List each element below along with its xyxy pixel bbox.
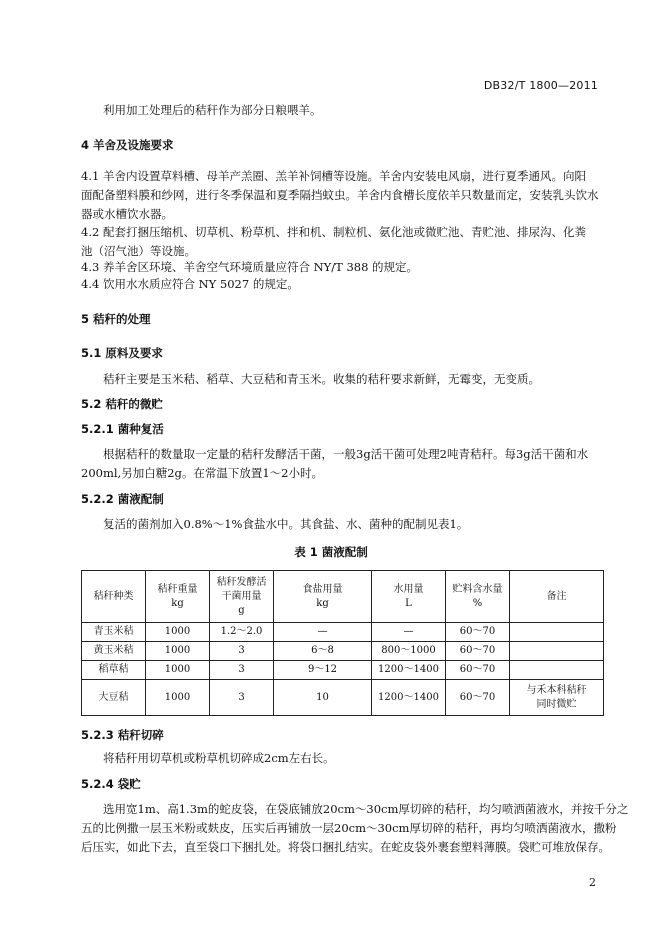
header-remarks-text: 备注: [546, 590, 567, 602]
clause-4-1: [81, 167, 611, 224]
header-water-amount: [372, 571, 446, 623]
table-cell: 60～70: [446, 642, 510, 661]
section-4-heading: 4 羊舍及设施要求: [81, 138, 174, 152]
table-caption: 表 1 菌液配制: [294, 545, 368, 559]
clause-5-2-4-line-1: 选用宽1m、高1.3m的蛇皮袋，在袋底铺放20cm～30cm厚切碎的秸秆，均匀喷洒菌液水，并按千分之: [103, 802, 629, 816]
clause-5-2-2-heading: 5.2.2 菌液配制: [81, 492, 164, 506]
table-row: [82, 642, 604, 661]
clause-5-2-1-heading: 5.2.1 菌种复活: [81, 422, 164, 436]
continued-paragraph: 利用加工处理后的秸秆作为部分日粮喂羊。: [103, 103, 322, 117]
table-cell: 3: [210, 661, 274, 680]
clause-4-2-line-2: 池（沼气池）等设施。: [81, 244, 196, 258]
table-cell: [510, 661, 604, 680]
table-row: [82, 661, 604, 680]
table-cell: 黄玉米秸: [82, 642, 146, 661]
header-straw-weight: [146, 571, 210, 623]
table-cell: 1000: [146, 680, 210, 716]
bacteria-solution-table: [81, 570, 604, 716]
remark-line-1: 与禾本科秸秆: [526, 684, 587, 696]
table-cell: 稻草秸: [82, 661, 146, 680]
table-cell: 青玉米秸: [82, 623, 146, 642]
table-cell: 800～1000: [372, 642, 446, 661]
clause-4-2-line-1: 4.2 配套打捆压缩机、切草机、粉草机、拌和机、制粒机、氨化池或微贮池、青贮池、排尿沟、化粪: [81, 225, 586, 239]
table-cell: 1000: [146, 623, 210, 642]
table-cell: —: [372, 623, 446, 642]
table-cell: 9～12: [274, 661, 372, 680]
clause-5-2-heading: 5.2 秸秆的微贮: [81, 397, 163, 411]
clause-5-2-4-line-3: 后压实，如此下去，直至袋口下捆扎处。将袋口捆扎结实。在蛇皮袋外裹套塑料薄膜。袋贮可堆放保存。: [81, 840, 610, 854]
table-cell: 3: [210, 642, 274, 661]
table-cell: 1.2～2.0: [210, 623, 274, 642]
header-salt-amount: [274, 571, 372, 623]
table-cell-remark: [510, 680, 604, 716]
table-cell: 1200～1400: [372, 661, 446, 680]
table-cell: 60～70: [446, 623, 510, 642]
table-row: [82, 623, 604, 642]
standard-number: DB32/T 1800—2011: [483, 79, 598, 92]
header-bacteria-amount-label-2: 干菌用量: [221, 590, 262, 602]
table-cell: —: [274, 623, 372, 642]
clause-4-4: 4.4 饮用水水质应符合 NY 5027 的规定。: [81, 277, 299, 291]
header-salt-amount-label: 食盐用量: [302, 583, 343, 595]
clause-4-1-line-1: 4.1 羊舍内设置草料槽、母羊产羔圈、羔羊补饲槽等设施。羊舍内安装电风扇，进行夏季通风。向阳: [81, 169, 586, 183]
clause-4-2: [81, 223, 611, 261]
header-straw-weight-unit: kg: [171, 597, 184, 609]
table-cell: 1200～1400: [372, 680, 446, 716]
table-cell: 1000: [146, 642, 210, 661]
header-water-amount-label: 水用量: [393, 583, 424, 595]
clause-5-2-4-text: [81, 800, 629, 857]
header-moisture-label: 贮料含水量: [452, 583, 503, 595]
table-cell: [510, 623, 604, 642]
table-cell: 10: [274, 680, 372, 716]
clause-5-2-1-text: [81, 445, 611, 483]
clause-5-2-3-heading: 5.2.3 秸秆切碎: [81, 728, 164, 742]
clause-5-1-text: 秸秆主要是玉米秸、稻草、大豆秸和青玉米。收集的秸秆要求新鲜，无霉变，无变质。: [103, 372, 540, 386]
table-cell: [510, 642, 604, 661]
table-cell: 60～70: [446, 661, 510, 680]
clause-5-2-2-text: 复活的菌剂加入0.8%～1%食盐水中。其食盐、水、菌种的配制见表1。: [103, 517, 469, 531]
clause-5-2-1-line-1: 根据秸秆的数量取一定量的秸秆发酵活干菌，一般3g活干菌可处理2吨青秸秆。每3g活干菌和水: [103, 447, 589, 461]
clause-4-3: 4.3 养羊舍区环境、羊舍空气环境质量应符合 NY/T 388 的规定。: [81, 260, 419, 274]
clause-4-1-line-3: 器或水槽饮水器。: [81, 207, 173, 221]
table-cell: 大豆秸: [82, 680, 146, 716]
header-bacteria-amount-label-1: 秸秆发酵活: [216, 576, 267, 588]
header-water-amount-unit: L: [405, 597, 412, 609]
clause-5-2-3-text: 将秸秆用切草机或粉草机切碎成2cm左右长。: [103, 751, 335, 765]
header-straw-type: [82, 571, 146, 623]
clause-5-2-4-line-2: 五的比例撒一层玉米粉或麸皮，压实后再铺放一层20cm～30cm厚切碎的秸秆，再均匀喷洒菌液水，撒粉: [81, 821, 617, 835]
page-number: 2: [589, 876, 596, 889]
clause-5-2-1-line-2: 200ml,另加白糖2g。在常温下放置1～2小时。: [81, 466, 323, 480]
table-cell: 1000: [146, 661, 210, 680]
header-straw-type-text: 秸秆种类: [93, 590, 134, 602]
table-row: [82, 680, 604, 716]
table-cell: 60～70: [446, 680, 510, 716]
table-cell: 3: [210, 680, 274, 716]
header-bacteria-amount-unit: g: [238, 604, 245, 616]
header-remarks: [510, 571, 604, 623]
remark-line-2: 同时微贮: [536, 698, 577, 710]
table-cell: 6～8: [274, 642, 372, 661]
header-bacteria-amount: [210, 571, 274, 623]
header-straw-weight-label: 秸秆重量: [157, 583, 198, 595]
header-moisture: [446, 571, 510, 623]
clause-4-1-line-2: 面配备塑料膜和纱网，进行冬季保温和夏季隔挡蚊虫。羊舍内食槽长度依羊只数量而定，安装乳头饮水: [81, 188, 599, 202]
header-moisture-unit: %: [472, 597, 483, 609]
clause-5-1-heading: 5.1 原料及要求: [81, 346, 163, 360]
clause-5-2-4-heading: 5.2.4 袋贮: [81, 777, 141, 791]
header-salt-amount-unit: kg: [316, 597, 329, 609]
section-5-heading: 5 秸秆的处理: [81, 312, 151, 326]
table-header-row: [82, 571, 604, 623]
